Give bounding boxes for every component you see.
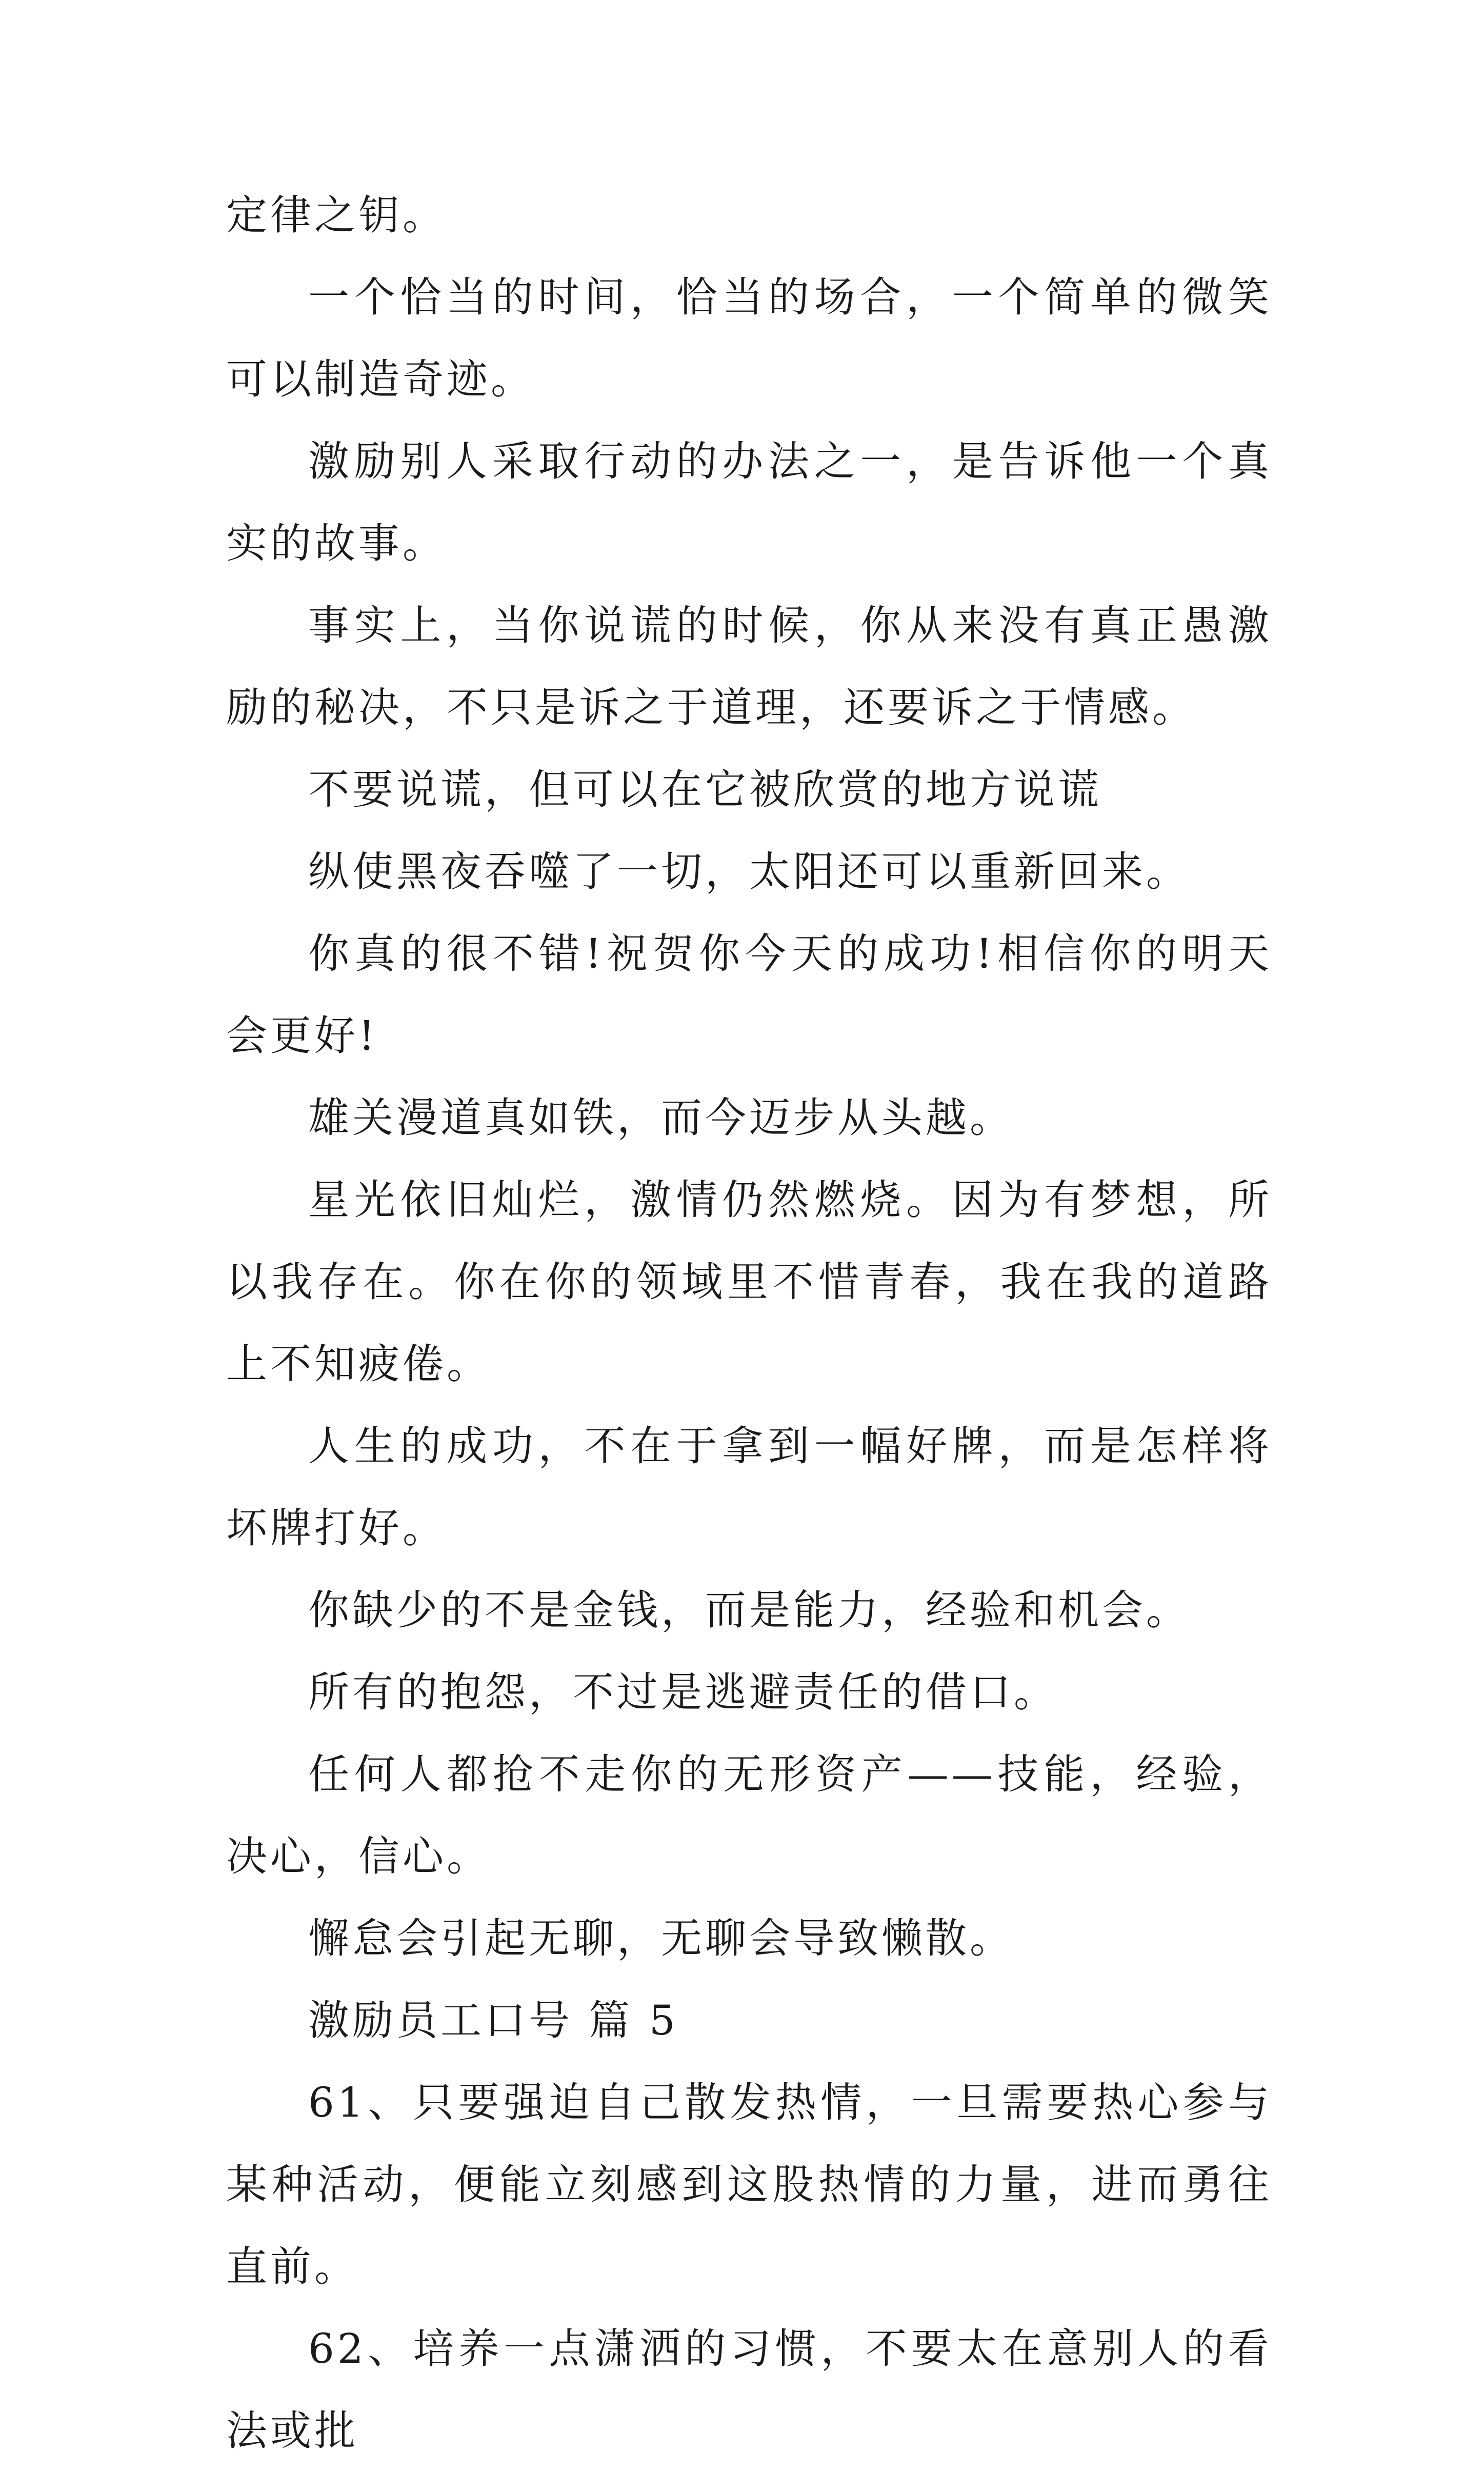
paragraph: 事实上，当你说谎的时候，你从来没有真正愚激励的秘决，不只是诉之于道理，还要诉之于情感。 xyxy=(226,602,1272,731)
paragraph: 你缺少的不是金钱，而是能力，经验和机会。 xyxy=(308,1586,1190,1634)
paragraph: 不要说谎，但可以在它被欣赏的地方说谎 xyxy=(308,766,1102,813)
paragraph: 人生的成功，不在于拿到一幅好牌，而是怎样将坏牌打好。 xyxy=(226,1422,1272,1552)
paragraph: 激励别人采取行动的办法之一，是告诉他一个真实的故事。 xyxy=(226,437,1272,567)
paragraph: 定律之钥。 xyxy=(226,191,447,239)
document-body xyxy=(226,174,1272,2472)
paragraph: 星光依旧灿烂，激情仍然燃烧。因为有梦想，所以我存在。你在你的领域里不惜青春，我在我的道路上不知疲倦。 xyxy=(226,1176,1272,1388)
paragraph: 你真的很不错!祝贺你今天的成功!相信你的明天会更好! xyxy=(226,930,1272,1060)
paragraph: 纵使黑夜吞噬了一切，太阳还可以重新回来。 xyxy=(308,848,1190,895)
paragraph: 所有的抱怨，不过是逃避责任的借口。 xyxy=(308,1668,1058,1716)
paragraph: 一个恰当的时间，恰当的场合，一个简单的微笑可以制造奇迹。 xyxy=(226,273,1272,403)
paragraph: 雄关漫道真如铁，而今迈步从头越。 xyxy=(308,1094,1014,1142)
paragraph: 61、只要强迫自己散发热情，一旦需要热心参与某种活动，便能立刻感到这股热情的力量，进而勇往直前。 xyxy=(226,2079,1272,2290)
paragraph: 任何人都抢不走你的无形资产——技能，经验，决心，信心。 xyxy=(226,1750,1272,1880)
paragraph: 懈怠会引起无聊，无聊会导致懒散。 xyxy=(308,1915,1014,1962)
paragraph: 62、培养一点潇洒的习惯，不要太在意别人的看法或批 xyxy=(226,2325,1272,2455)
section-heading: 激励员工口号 篇 5 xyxy=(308,1997,678,2044)
